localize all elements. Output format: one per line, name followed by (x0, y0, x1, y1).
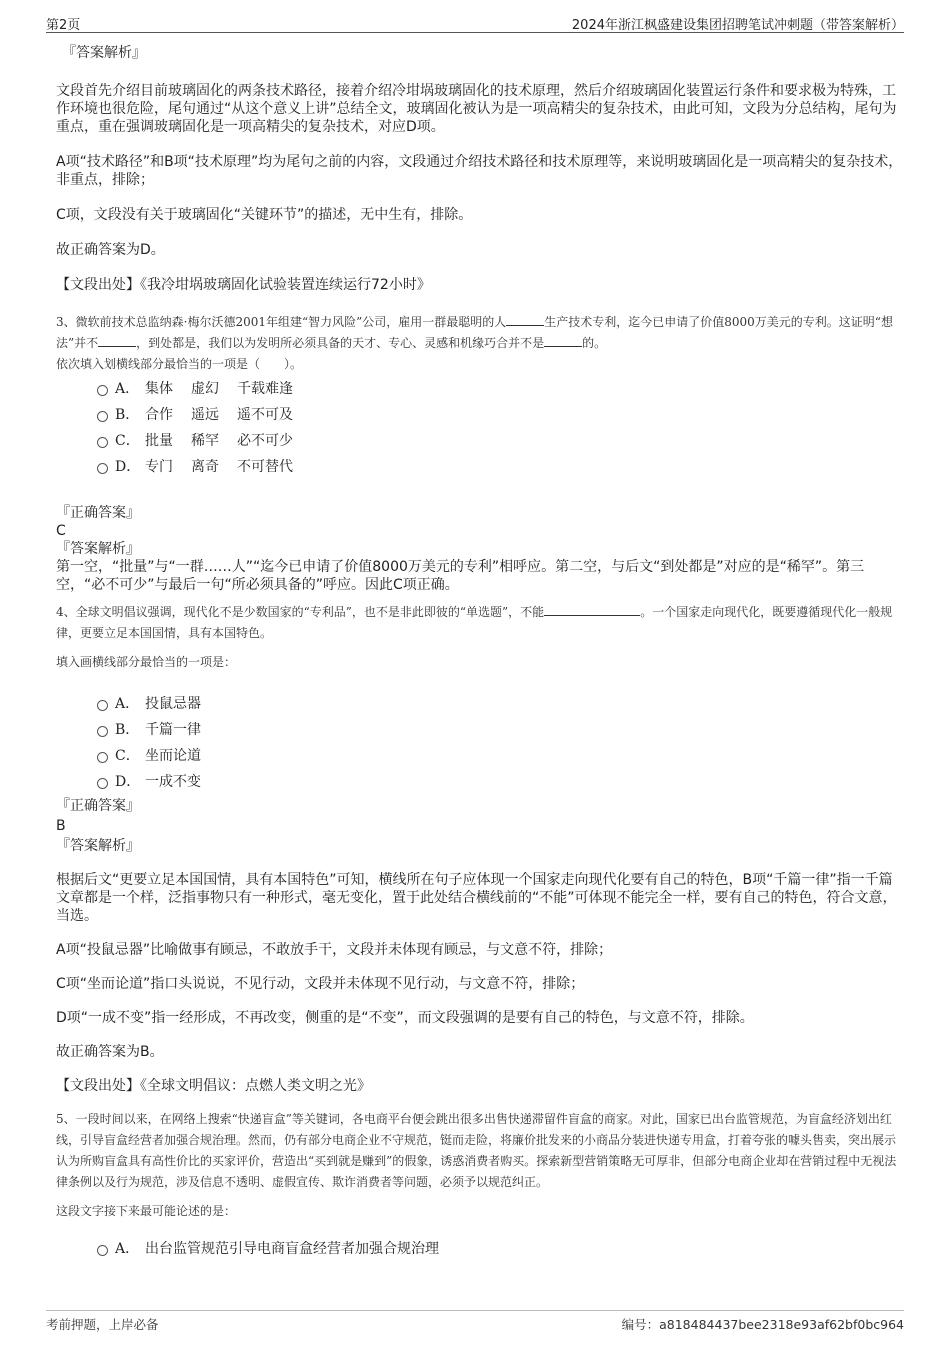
analysis-label: 『答案解析』 (56, 541, 140, 557)
option-b[interactable]: B． 合作 遥远 遥不可及 (56, 402, 906, 428)
radio-icon[interactable] (97, 463, 108, 474)
document-code: 编号：a818484437bee2318e93af62bf0bc964 (621, 1317, 904, 1332)
analysis-paragraph: A项“技术路径”和B项“技术原理”均为尾句之前的内容，文段通过介绍技术路径和技术原理等，来说明玻璃固化是一项高精尖的复杂技术，非重点，排除； (56, 154, 903, 188)
answer-blank (98, 334, 136, 347)
footer-slogan: 考前押题，上岸必备 (46, 1317, 159, 1332)
correct-answer: C (56, 523, 66, 539)
answer-conclusion: 故正确答案为D。 (56, 242, 165, 258)
analysis-label: 『答案解析』 (56, 838, 140, 854)
question-instruction: 依次填入划横线部分最恰当的一项是（ ）。 (56, 357, 303, 371)
question-instruction: 填入画横线部分最恰当的一项是： (56, 655, 237, 669)
correct-answer-label: 『正确答案』 (56, 798, 140, 814)
page-header (46, 10, 904, 33)
analysis-label: 『答案解析』 (62, 45, 146, 61)
radio-icon[interactable] (97, 385, 108, 396)
correct-answer-label: 『正确答案』 (56, 505, 140, 521)
analysis-paragraph: 文段首先介绍目前玻璃固化的两条技术路径，接着介绍冷坩埚玻璃固化的技术原理，然后介绍玻璃固化装置运行条件和要求极为特殊，工作环境也很危险，尾句通过“从这个意义上讲”总结全文，玻璃固化被认为是一项高精尖的复杂技术，由此可知，文段为分总结构，尾句为重点，重在强调玻璃固化是一项高精尖的复杂技术，对应D项。 (56, 83, 897, 135)
answer-blank (544, 334, 582, 347)
answer-blank (506, 313, 544, 326)
question-3 (56, 312, 906, 594)
option-d[interactable]: D． 专门 离奇 不可替代 (56, 454, 906, 480)
answer-conclusion: 故正确答案为B。 (56, 1044, 164, 1060)
option-a[interactable]: A． 集体 虚幻 千载难逢 (56, 376, 906, 402)
page-number: 第2页 (46, 18, 81, 33)
question-5 (56, 1109, 906, 1262)
source-citation: 【文段出处】《全球文明倡议：点燃人类文明之光》 (56, 1078, 371, 1094)
document-title: 2024年浙江枫盛建设集团招聘笔试冲刺题（带答案解析） (571, 18, 904, 33)
radio-icon[interactable] (97, 1245, 108, 1256)
question-2-tail (56, 44, 906, 294)
radio-icon[interactable] (97, 700, 108, 711)
option-a[interactable]: A． 出台监管规范引导电商盲盒经营者加强合规治理 (56, 1236, 906, 1262)
question-stem: 4、全球文明倡议强调，现代化不是少数国家的“专利品”，也不是非此即彼的“单选题”，不能 。一个国家走向现代化，既要遵循现代化一般规律，更要立足本国国情，具有本国特色。 (56, 605, 893, 640)
radio-icon[interactable] (97, 726, 108, 737)
analysis-paragraph: 根据后文“更要立足本国国情，具有本国特色”可知，横线所在句子应体现一个国家走向现代化要有自己的特色，B项“千篇一律”指一千篇文章都是一个样，泛指事物只有一种形式，毫无变化，置于此处结合横线前的“不能”可体现不能完全一样，要有自己的特色，符合文意，当选。 (56, 872, 897, 924)
option-b[interactable]: B． 千篇一律 (56, 717, 906, 743)
question-instruction: 这段文字接下来最可能论述的是： (56, 1204, 237, 1218)
option-c[interactable]: C． 批量 稀罕 必不可少 (56, 428, 906, 454)
radio-icon[interactable] (97, 437, 108, 448)
option-c[interactable]: C． 坐而论道 (56, 743, 906, 769)
option-list (56, 1236, 906, 1262)
page-content (56, 44, 906, 1262)
analysis-paragraph: 第一空，“批量”与“一群……人”“迄今已申请了价值8000万美元的专利”相呼应。第二空，与后文“到处都是”对应的是“稀罕”。第三空，“必不可少”与最后一句“所必须具备的”呼应。因此C项正确。 (56, 559, 865, 593)
option-list (56, 376, 906, 480)
analysis-paragraph: C项“坐而论道”指口头说说，不见行动，文段并未体现不见行动，与文意不符，排除； (56, 976, 585, 992)
page-footer (46, 1310, 904, 1335)
question-stem: 3、微软前技术总监纳森·梅尔沃德2001年组建“智力风险”公司，雇用一群最聪明的人 生产技术专利，迄今已申请了价值8000万美元的专利。这证明“想法”并不 ，到处都是，我们以为发明所必须具备的天才、专心、灵感和机缘巧合并不是 的。 (56, 315, 893, 350)
option-d[interactable]: D． 一成不变 (56, 769, 906, 795)
radio-icon[interactable] (97, 411, 108, 422)
analysis-paragraph: C项，文段没有关于玻璃固化“关键环节”的描述，无中生有，排除。 (56, 207, 473, 223)
option-list (56, 691, 906, 795)
analysis-paragraph: D项“一成不变”指一经形成，不再改变，侧重的是“不变”，而文段强调的是要有自己的特色，与文意不符，排除。 (56, 1010, 754, 1026)
radio-icon[interactable] (97, 778, 108, 789)
question-4 (56, 602, 906, 1095)
option-a[interactable]: A． 投鼠忌器 (56, 691, 906, 717)
source-citation: 【文段出处】《我冷坩埚玻璃固化试验装置连续运行72小时》 (56, 277, 431, 293)
correct-answer: B (56, 818, 66, 834)
radio-icon[interactable] (97, 752, 108, 763)
question-stem: 5、一段时间以来，在网络上搜索“快递盲盒”等关键词，各电商平台便会跳出很多出售快递滞留件盲盒的商家。对此，国家已出台监管规范，为盲盒经济划出红线，引导盲盒经营者加强合规治理。然而，仍有部分电商企业不守规范，铤而走险，将廉价批发来的小商品分装进快递专用盒，打着夸张的噱头售卖，突出展示认为所购盲盒具有高性价比的买家评价，营造出“买到就是赚到”的假象，诱惑消费者购买。探索新型营销策略无可厚非，但部分电商企业却在营销过程中无视法律条例以及行为规范，涉及信息不透明、虚假宣传、欺诈消费者等问题，必须予以规范纠正。 (56, 1112, 897, 1189)
answer-blank (544, 603, 640, 616)
analysis-paragraph: A项“投鼠忌器”比喻做事有顾忌，不敢放手干，文段并未体现有顾忌，与文意不符，排除； (56, 942, 613, 958)
